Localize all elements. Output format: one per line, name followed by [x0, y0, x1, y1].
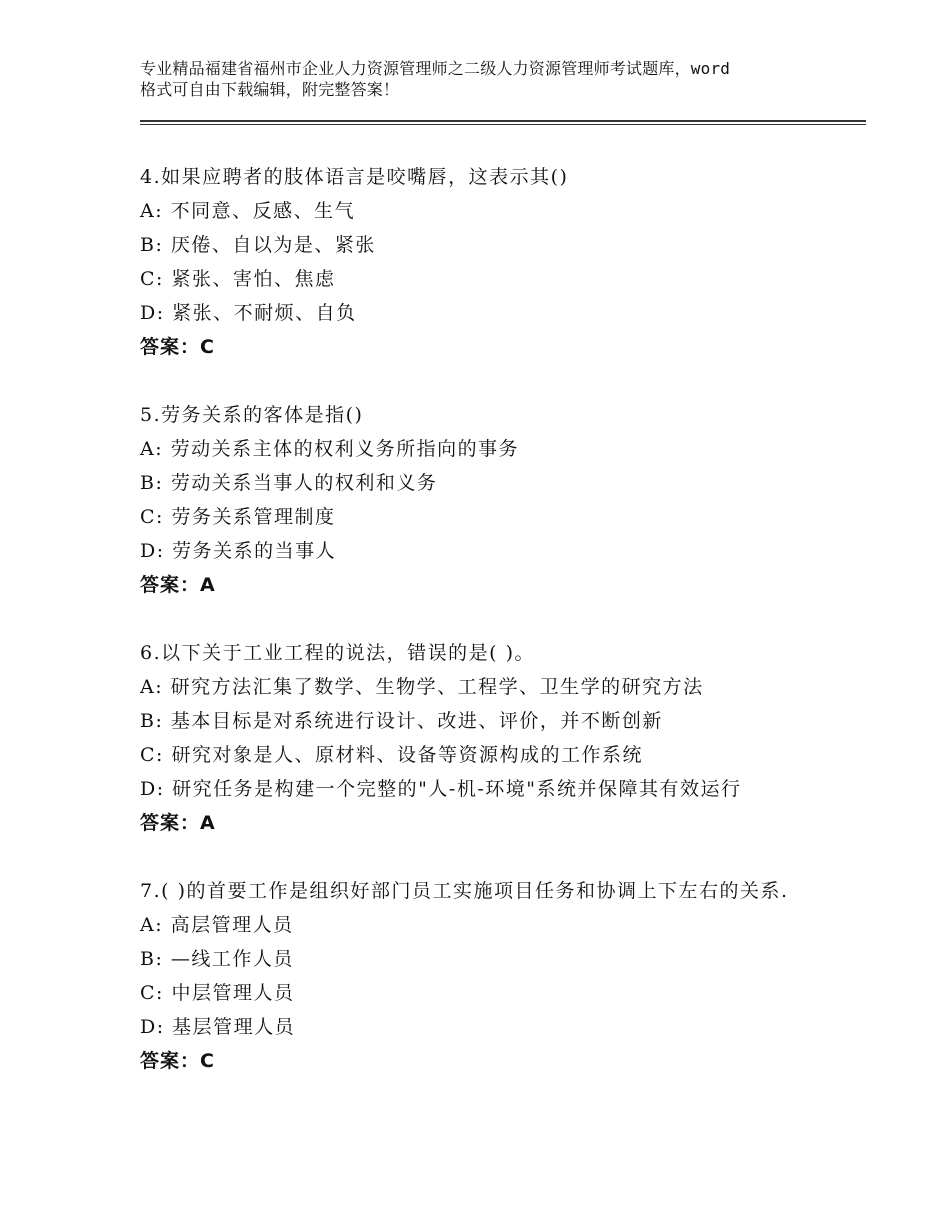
header-rule-thin	[140, 124, 866, 125]
header-rule-thick	[140, 120, 866, 122]
header-line-1: 专业精品福建省福州市企业人力资源管理师之二级人力资源管理师考试题库，word	[140, 59, 731, 78]
question-stem: 4.如果应聘者的肢体语言是咬嘴唇，这表示其()	[140, 166, 569, 188]
question-7	[140, 874, 830, 1078]
answer-line: 答案：C	[140, 1050, 215, 1072]
option-c: C: 劳务关系管理制度	[140, 506, 336, 528]
question-list	[140, 160, 830, 1112]
option-b: B: —线工作人员	[140, 948, 294, 970]
option-c: C: 紧张、害怕、焦虑	[140, 268, 336, 290]
header-line-2: 格式可自由下载编辑，附完整答案！	[140, 80, 400, 99]
option-b: B: 劳动关系当事人的权利和义务	[140, 472, 438, 494]
question-4	[140, 160, 830, 364]
option-a: A: 高层管理人员	[140, 914, 294, 936]
option-b: B: 厌倦、自以为是、紧张	[140, 234, 376, 256]
option-b: B: 基本目标是对系统进行设计、改进、评价，并不断创新	[140, 710, 663, 732]
question-6	[140, 636, 830, 840]
option-d: D: 紧张、不耐烦、自负	[140, 302, 357, 324]
option-d: D: 劳务关系的当事人	[140, 540, 337, 562]
option-a: A: 研究方法汇集了数学、生物学、工程学、卫生学的研究方法	[140, 676, 704, 698]
question-stem: 5.劳务关系的客体是指()	[140, 404, 364, 426]
question-5	[140, 398, 830, 602]
answer-line: 答案：A	[140, 812, 216, 834]
document-header	[140, 58, 840, 100]
option-a: A: 劳动关系主体的权利义务所指向的事务	[140, 438, 520, 460]
option-c: C: 研究对象是人、原材料、设备等资源构成的工作系统	[140, 744, 643, 766]
option-d: D: 研究任务是构建一个完整的"人-机-环境"系统并保障其有效运行	[140, 778, 742, 800]
answer-line: 答案：A	[140, 574, 216, 596]
question-stem: 7.( )的首要工作是组织好部门员工实施项目任务和协调上下左右的关系.	[140, 880, 789, 902]
option-d: D: 基层管理人员	[140, 1016, 296, 1038]
option-c: C: 中层管理人员	[140, 982, 295, 1004]
option-a: A: 不同意、反感、生气	[140, 200, 356, 222]
answer-line: 答案：C	[140, 336, 215, 358]
question-stem: 6.以下关于工业工程的说法，错误的是( )。	[140, 642, 535, 664]
